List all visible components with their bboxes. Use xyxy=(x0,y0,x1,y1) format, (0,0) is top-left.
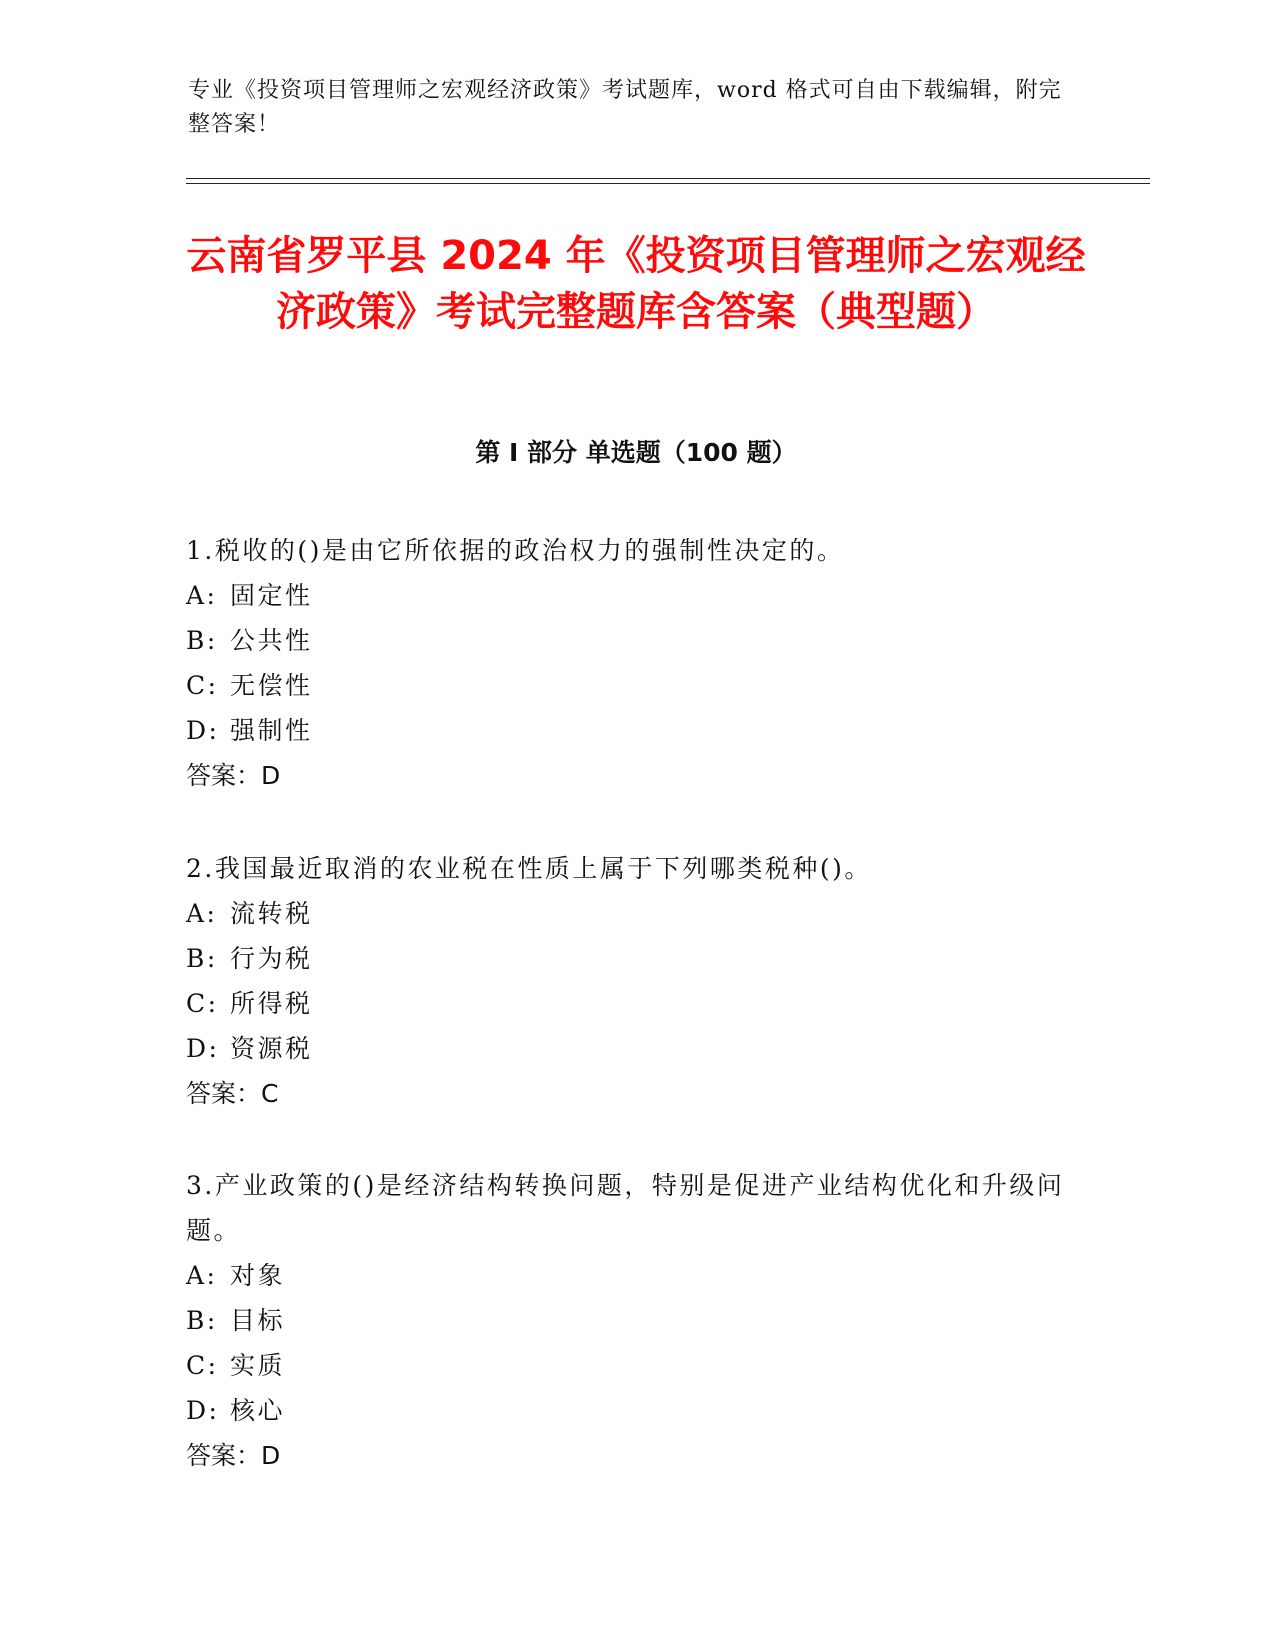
option-text: 核心 xyxy=(230,1396,286,1425)
option-text: 对象 xyxy=(230,1261,286,1290)
option-c xyxy=(186,981,1076,1026)
answer-line: 答案：C xyxy=(186,1079,279,1108)
option-key: A: xyxy=(186,899,218,928)
option-key: C: xyxy=(186,671,219,700)
option-text: 无偿性 xyxy=(230,671,313,700)
option-a xyxy=(186,1253,1076,1298)
option-text: 资源税 xyxy=(230,1034,313,1063)
option-text: 公共性 xyxy=(230,626,313,655)
option-key: C: xyxy=(186,1351,219,1380)
option-list xyxy=(186,891,1076,1071)
option-key: D: xyxy=(186,716,220,745)
answer-line: 答案：D xyxy=(186,1441,281,1470)
option-list xyxy=(186,573,1076,753)
option-text: 强制性 xyxy=(230,716,313,745)
option-c xyxy=(186,1343,1076,1388)
section-heading: 第 I 部分 单选题（100 题） xyxy=(475,438,797,467)
option-list xyxy=(186,1253,1076,1433)
option-key: B: xyxy=(186,944,218,973)
question-stem: 3.产业政策的()是经济结构转换问题，特别是促进产业结构优化和升级问题。 xyxy=(186,1171,1065,1245)
header-rule-bottom xyxy=(186,183,1150,184)
option-d xyxy=(186,1388,1076,1433)
option-key: D: xyxy=(186,1396,220,1425)
answer-line: 答案：D xyxy=(186,761,281,790)
question-2 xyxy=(186,846,1076,1116)
option-text: 所得税 xyxy=(230,989,313,1018)
option-text: 固定性 xyxy=(230,581,313,610)
option-key: B: xyxy=(186,626,218,655)
option-b xyxy=(186,936,1076,981)
option-c xyxy=(186,663,1076,708)
question-stem: 2.我国最近取消的农业税在性质上属于下列哪类税种()。 xyxy=(186,854,872,883)
option-a xyxy=(186,891,1076,936)
option-text: 实质 xyxy=(230,1351,286,1380)
option-key: B: xyxy=(186,1306,218,1335)
option-b xyxy=(186,1298,1076,1343)
option-text: 目标 xyxy=(230,1306,286,1335)
header-rule-top xyxy=(186,178,1150,179)
option-key: D: xyxy=(186,1034,220,1063)
question-3 xyxy=(186,1163,1076,1478)
question-1 xyxy=(186,528,1076,798)
header-note: 专业《投资项目管理师之宏观经济政策》考试题库，word 格式可自由下载编辑，附完整答案！ xyxy=(188,78,1062,137)
option-key: A: xyxy=(186,1261,218,1290)
question-stem: 1.税收的()是由它所依据的政治权力的强制性决定的。 xyxy=(186,536,845,565)
option-d xyxy=(186,1026,1076,1071)
option-d xyxy=(186,708,1076,753)
option-key: A: xyxy=(186,581,218,610)
option-a xyxy=(186,573,1076,618)
option-key: C: xyxy=(186,989,219,1018)
option-text: 流转税 xyxy=(230,899,313,928)
document-title: 云南省罗平县 2024 年《投资项目管理师之宏观经济政策》考试完整题库含答案（典型题） xyxy=(186,233,1086,335)
option-b xyxy=(186,618,1076,663)
option-text: 行为税 xyxy=(230,944,313,973)
